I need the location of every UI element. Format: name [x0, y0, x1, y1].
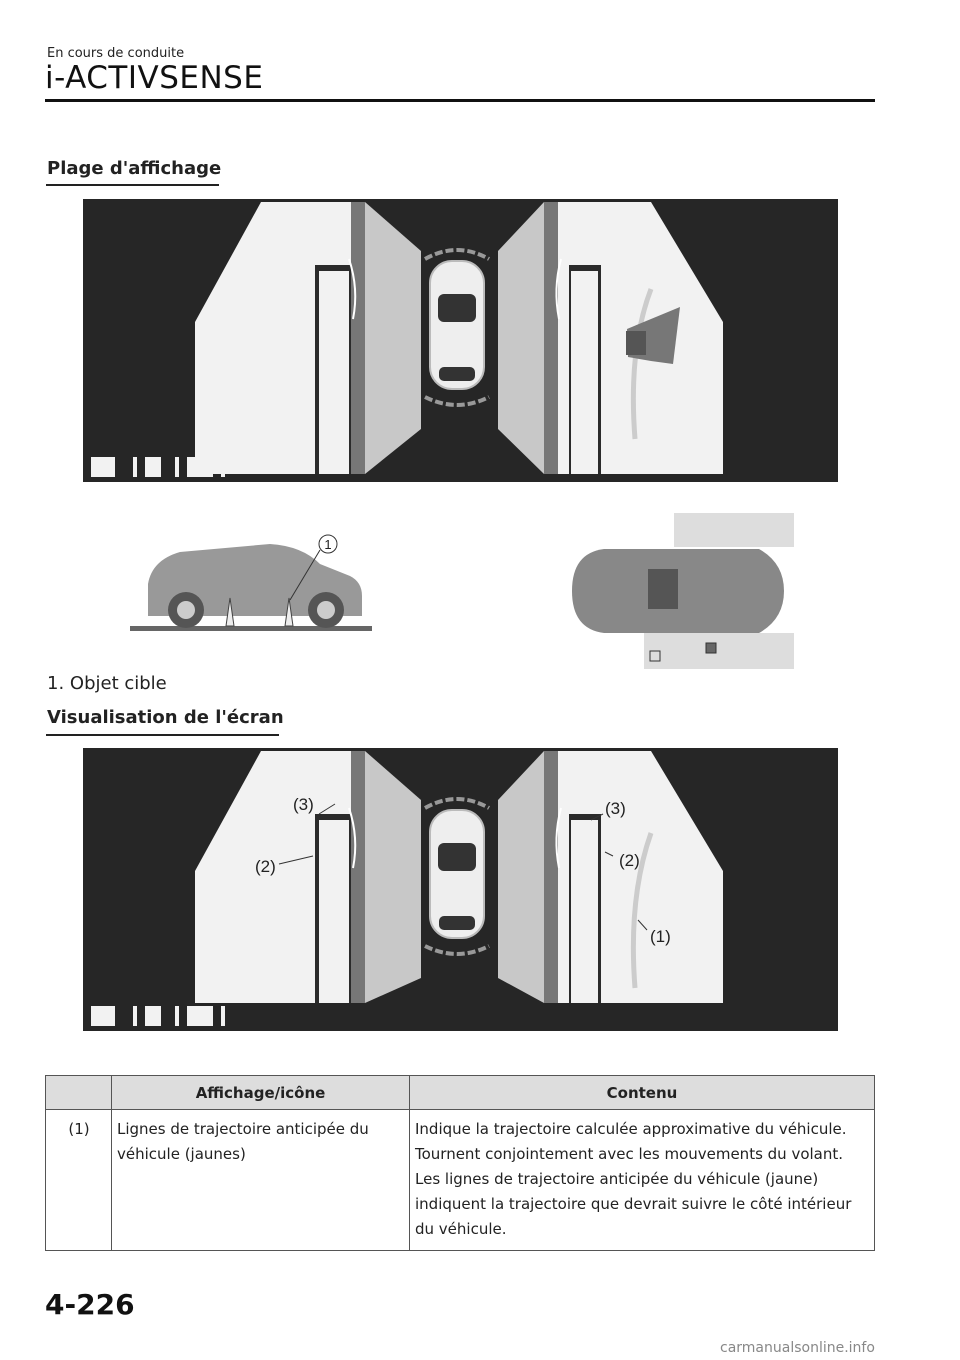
- parking-sensor-view: [83, 199, 838, 482]
- label-3-left: (3): [293, 795, 314, 814]
- legend-table: [45, 1075, 875, 1251]
- callout-1: 1: [324, 537, 332, 552]
- car-top-view: [425, 799, 489, 954]
- header-divider: [45, 99, 875, 102]
- row-num: (1): [46, 1110, 112, 1251]
- top-view-figure: [564, 513, 794, 673]
- row-item: Lignes de trajectoire anticipée du véhicule (jaunes): [112, 1110, 410, 1251]
- section-title: i-ACTIVSENSE: [45, 60, 264, 96]
- figure-caption: 1. Objet cible: [47, 673, 167, 694]
- watermark: carmanualsonline.info: [720, 1340, 875, 1356]
- sensor-status-icons: [91, 1006, 225, 1026]
- heading-underline: [46, 184, 219, 186]
- label-3-right: (3): [605, 799, 626, 818]
- label-2-left: (2): [255, 857, 276, 876]
- sensor-status-icons: [91, 457, 225, 477]
- side-view-figure: [130, 530, 372, 642]
- col-header-num: [46, 1076, 112, 1110]
- row-content: Indique la trajectoire calculée approximative du véhicule. Tournent conjointement avec les mouvements du volant. Les lignes de trajectoire anticipée du véhicule (jaune) indiquent la trajectoire que devrait suivre le côté intérieur du véhicule.: [410, 1110, 875, 1251]
- chapter-label: En cours de conduite: [47, 46, 185, 61]
- car-top-view: [425, 250, 489, 405]
- label-2-right: (2): [619, 851, 640, 870]
- display-range-screen: [83, 199, 838, 482]
- label-1: (1): [650, 927, 671, 946]
- parking-sensor-view-labeled: [83, 748, 838, 1031]
- heading-display-range: Plage d'affichage: [47, 158, 222, 179]
- col-header-content: Contenu: [410, 1076, 875, 1110]
- col-header-item: Affichage/icône: [112, 1076, 410, 1110]
- table-header-row: [46, 1076, 875, 1110]
- heading-underline: [46, 734, 279, 736]
- page-number: 4-226: [45, 1288, 135, 1321]
- table-row: [46, 1110, 875, 1251]
- heading-screen-view: Visualisation de l'écran: [47, 707, 284, 728]
- screen-view: [83, 748, 838, 1031]
